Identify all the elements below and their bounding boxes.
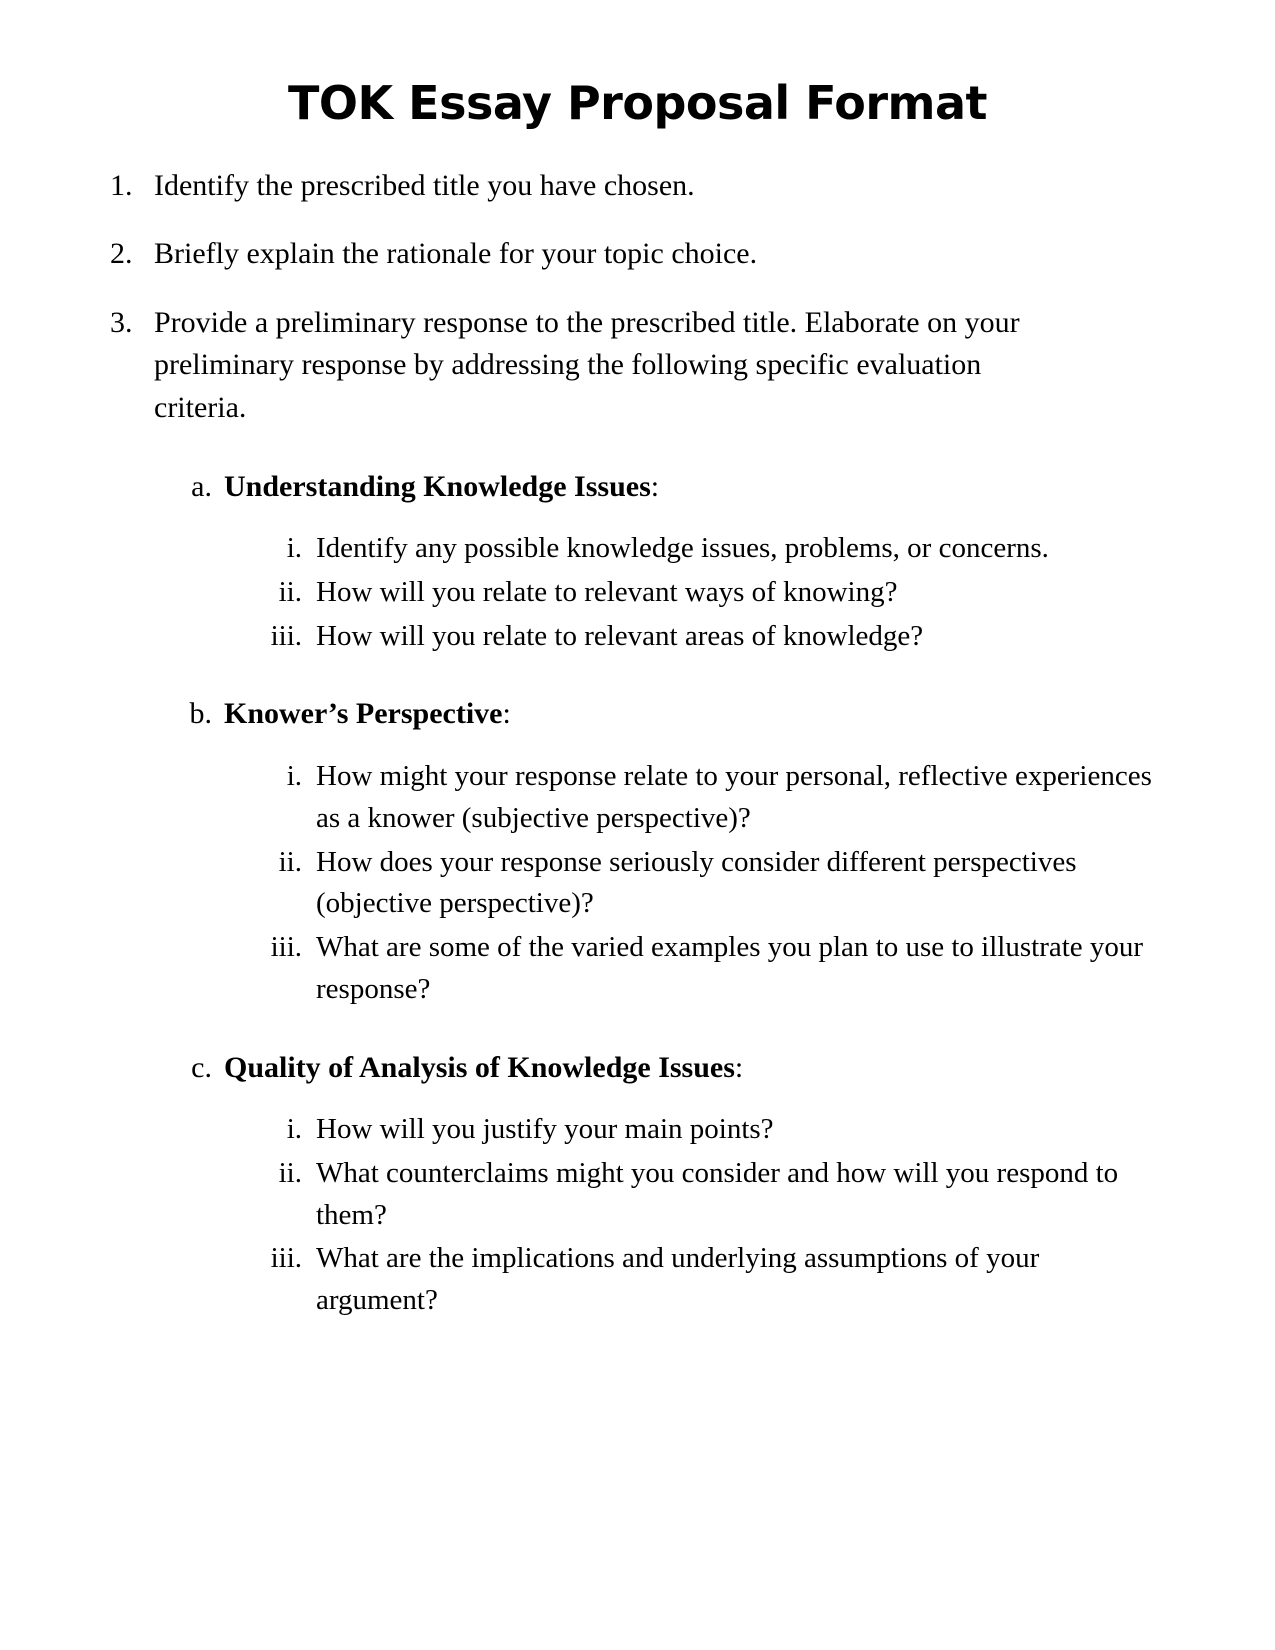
- subsection-heading: [110, 1047, 1165, 1090]
- list-item-text: Provide a preliminary response to the prescribed title. Elaborate on your preliminary response by addressing the following specific evaluation criteria.: [154, 305, 1020, 424]
- list-marker: i.: [286, 760, 302, 792]
- subsection-title-suffix: :: [502, 697, 511, 731]
- list-marker: iii.: [270, 931, 302, 963]
- list-item: [110, 1109, 1165, 1151]
- subsection-title-text: Understanding Knowledge Issues: [224, 469, 651, 503]
- subsection-title-suffix: :: [650, 469, 660, 503]
- list-marker: 2.: [110, 237, 133, 271]
- list-item: [110, 302, 1165, 430]
- list-item: [110, 572, 1165, 614]
- list-marker: iii.: [270, 619, 302, 652]
- list-item-text: How will you relate to relevant areas of knowledge?: [316, 619, 924, 652]
- list-marker: i.: [286, 532, 302, 565]
- subsection-marker: c.: [191, 1050, 212, 1084]
- list-item-text: How will you relate to relevant ways of knowing?: [316, 575, 898, 608]
- list-marker: 1.: [110, 168, 133, 202]
- list-item-text: What counterclaims might you consider and how will you respond to them?: [316, 1156, 1119, 1231]
- list-marker: ii.: [278, 845, 302, 878]
- list-item: [110, 165, 1165, 208]
- subsection-title: [224, 466, 659, 509]
- list-item: [110, 842, 1165, 926]
- list-item: [110, 233, 1165, 276]
- list-marker: iii.: [270, 1242, 302, 1275]
- list-item: [110, 1153, 1165, 1237]
- subsection-title-text: Knower’s Perspective: [224, 697, 503, 731]
- list-item-text: Identify the prescribed title you have chosen.: [154, 168, 695, 202]
- list-marker: i.: [286, 1113, 302, 1146]
- page-title: TOK Essay Proposal Format: [288, 76, 987, 130]
- subsection-title: [224, 693, 511, 736]
- list-item: [110, 1238, 1165, 1322]
- list-item-text: Identify any possible knowledge issues, problems, or concerns.: [316, 532, 1049, 565]
- subsection-title-suffix: :: [734, 1050, 744, 1084]
- list-item: [110, 927, 1165, 1011]
- subsection-points: [110, 756, 1165, 1011]
- subsection-heading: [110, 693, 1165, 736]
- list-item-text: How does your response seriously consider different perspectives (objective perspective)?: [316, 845, 1077, 920]
- list-marker: ii.: [278, 1156, 302, 1189]
- list-item-text: How will you justify your main points?: [316, 1113, 774, 1146]
- subsection-heading: [110, 466, 1165, 509]
- list-item-text: What are the implications and underlying assumptions of your argument?: [316, 1242, 1040, 1317]
- list-item-text: How might your response relate to your personal, reflective experiences as a knower (subjective perspective)?: [316, 760, 1152, 834]
- subsection-marker: b.: [189, 697, 212, 731]
- subsection-title-text: Quality of Analysis of Knowledge Issues: [224, 1050, 735, 1084]
- list-item: [110, 756, 1165, 840]
- list-item-text: Briefly explain the rationale for your topic choice.: [154, 237, 758, 271]
- list-marker: 3.: [110, 305, 133, 339]
- subsection-marker: a.: [191, 469, 212, 503]
- list-item: [110, 616, 1165, 658]
- subsection-points: [110, 1109, 1165, 1322]
- list-item: [110, 528, 1165, 570]
- list-item-text: What are some of the varied examples you plan to use to illustrate your response?: [316, 931, 1144, 1005]
- list-marker: ii.: [278, 575, 302, 608]
- subsection-title: [224, 1047, 743, 1090]
- subsection-points: [110, 528, 1165, 657]
